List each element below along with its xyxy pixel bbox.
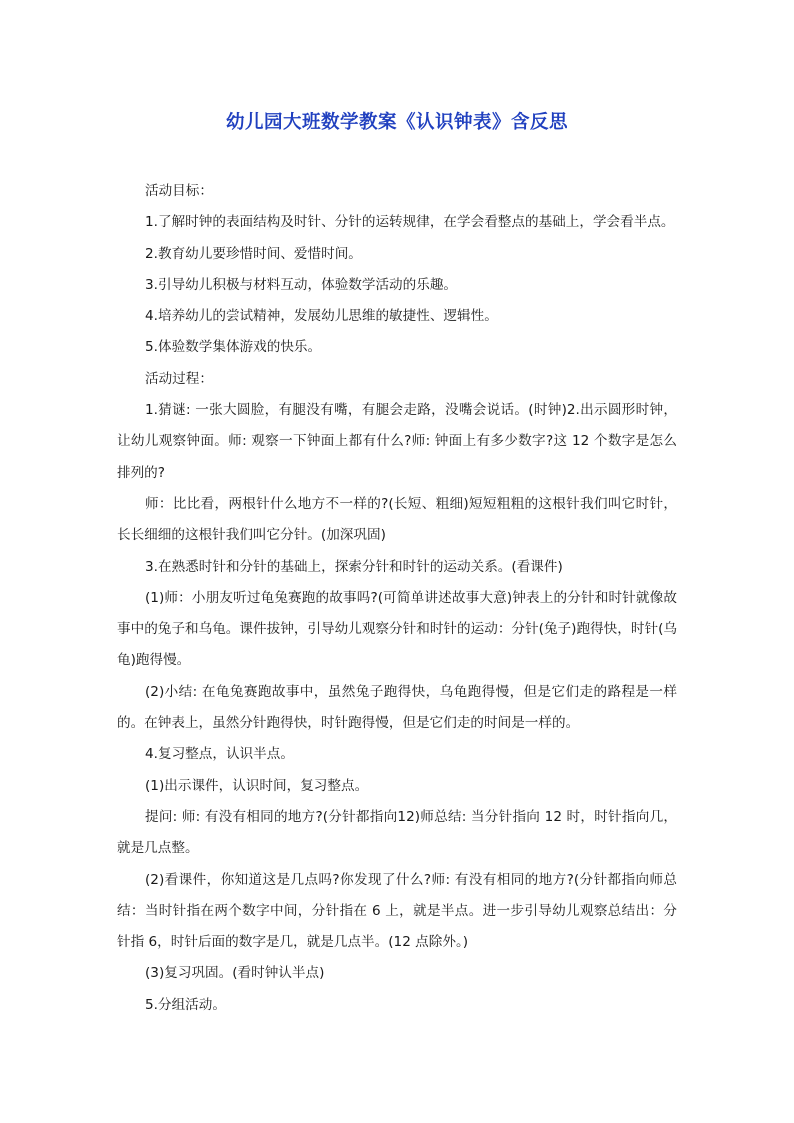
paragraph: 4.复习整点，认识半点。 (145, 746, 294, 763)
document-title: 幼儿园大班数学教案《认识钟表》含反思 (225, 112, 568, 133)
paragraph: 1.了解时钟的表面结构及时针、分针的运转规律，在学会看整点的基础上，学会看半点。 (145, 214, 675, 231)
paragraph: 2.教育幼儿要珍惜时间、爱惜时间。 (145, 245, 362, 262)
document-body (117, 176, 677, 1021)
paragraph: 活动过程： (145, 370, 213, 387)
paragraph: (2)看课件，你知道这是几点吗?你发现了什么?师: 有没有相同的地方?(分针都指向师总结：当时针指在两个数字中间，分针指在 6 上，就是半点。进一步引导幼儿观察总结出：分针指 6，时针后面的数字是几，就是几点半。(12 点除外。) (117, 871, 677, 951)
paragraph: 活动目标： (145, 183, 213, 199)
paragraph: 4.培养幼儿的尝试精神，发展幼儿思维的敏捷性、逻辑性。 (145, 308, 498, 325)
paragraph: 提问: 师: 有没有相同的地方?(分针都指向12)师总结: 当分针指向 12 时，时针指向几，就是几点整。 (117, 808, 677, 857)
paragraph: 5.体验数学集体游戏的快乐。 (145, 339, 322, 356)
paragraph: 师：比比看，两根针什么地方不一样的?(长短、粗细)短短粗粗的这根针我们叫它时针，长长细细的这根针我们叫它分针。(加深巩固) (117, 495, 677, 544)
paragraph: (2)小结: 在龟兔赛跑故事中，虽然兔子跑得快，乌龟跑得慢，但是它们走的路程是一样的。在钟表上，虽然分针跑得快，时针跑得慢，但是它们走的时间是一样的。 (117, 683, 677, 732)
paragraph: 1.猜谜: 一张大圆脸，有腿没有嘴，有腿会走路，没嘴会说话。(时钟)2.出示圆形时钟，让幼儿观察钟面。师: 观察一下钟面上都有什么?师: 钟面上有多少数字?这 12 个数字是怎么排列的? (117, 402, 677, 481)
paragraph: 3.在熟悉时针和分针的基础上，探索分针和时针的运动关系。(看课件) (145, 558, 563, 575)
paragraph: (1)出示课件，认识时间，复习整点。 (145, 777, 369, 794)
paragraph: (3)复习巩固。(看时钟认半点) (145, 965, 325, 982)
paragraph: (1)师：小朋友听过龟兔赛跑的故事吗?(可简单讲述故事大意)钟表上的分针和时针就像故事中的兔子和乌龟。课件拔钟，引导幼儿观察分针和时针的运动：分针(兔子)跑得快，时针(乌龟)跑得慢。 (117, 589, 677, 669)
paragraph: 3.引导幼儿积极与材料互动，体验数学活动的乐趣。 (145, 276, 458, 293)
paragraph: 5.分组活动。 (145, 996, 226, 1013)
